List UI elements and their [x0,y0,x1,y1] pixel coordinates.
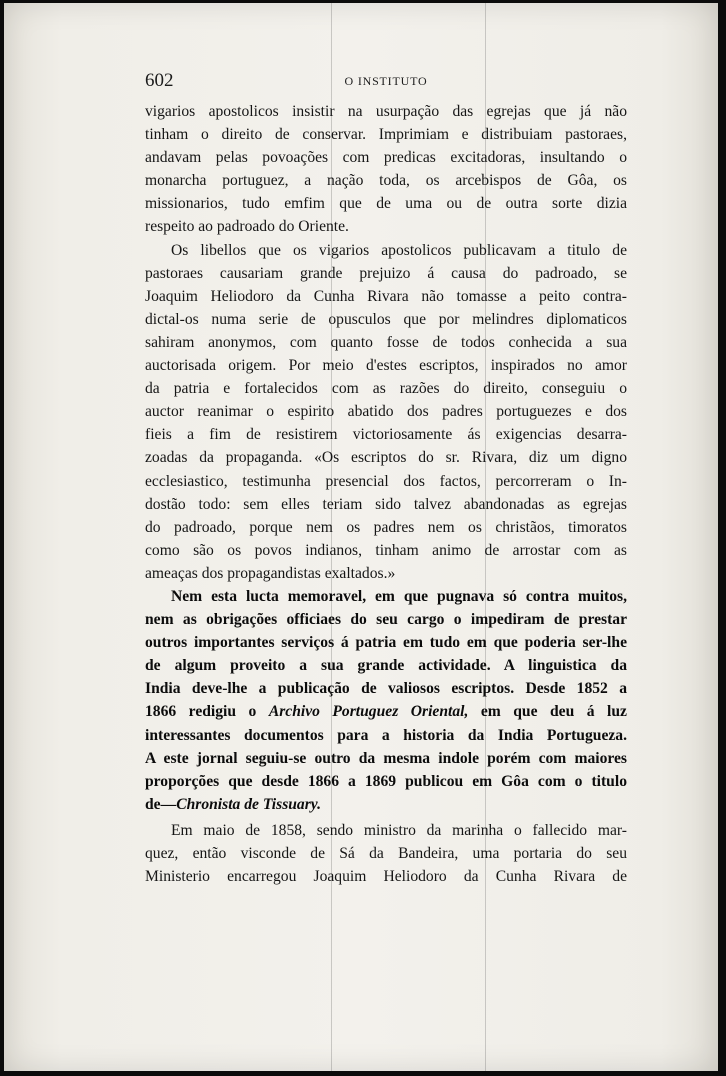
text-segment: em que deu á luz [468,703,627,721]
text-line: India deve-lhe a publicação de valiosos escriptos. Desde 1852 a [145,680,627,698]
text-segment: de— [145,795,177,813]
text-line: Nem esta lucta memoravel, em que pugnava só contra muitos, [171,587,627,605]
text-line: andavam pelas povoações com predicas excitadoras, insultando o [145,149,627,167]
text-line: Em maio de 1858, sendo ministro da marinha o fallecido mar- [171,821,627,839]
page-number: 602 [145,70,174,91]
journal-title: Archivo Portuguez Oriental, [268,703,469,721]
text-line: quez, então visconde de Sá da Bandeira, uma portaria do seu [145,845,627,862]
text-line: como são os povos indianos, tinham animo de arrostar com as [145,541,627,559]
body-text [145,100,627,888]
page-header [145,70,627,94]
text-line: proporções que desde 1866 a 1869 publicou em Gôa com o titulo [145,772,627,790]
text-line: vigarios apostolicos insistir na usurpação das egrejas que já não [145,103,627,120]
text-line: do padroado, porque nem os padres nem os christãos, timoratos [145,518,627,536]
text-line: Joaquim Heliodoro da Cunha Rivara não tomasse a peito contra- [145,287,627,305]
text-line: de algum proveito a sua grande actividade. A linguistica da [145,657,627,675]
text-line: interessantes documentos para a historia da India Portugueza. [145,726,627,744]
text-line: auctor reanimar o espirito abatido dos padres portuguezes e dos [145,403,627,421]
text-line: dictal-os numa serie de opusculos que por melindres diplomaticos [145,310,627,328]
text-line [145,700,627,723]
text-line: da patria e fortalecidos com as razões do direito, conseguiu o [145,380,627,398]
text-line: monarcha portuguez, a nação toda, os arcebispos de Gôa, os [145,172,627,190]
text-line: A este jornal seguiu-se outro da mesma indole porém com maiores [145,749,627,767]
text-line: fieis a fim de resistirem victoriosamente ás exigencias desarra- [145,426,627,444]
text-line: auctorisada origem. Por meio d'estes escriptos, inspirados no amor [145,357,627,375]
text-line: tinham o direito de conservar. Imprimiam e distribuiam pastoraes, [145,126,627,144]
text-line: ecclesiastico, testimunha presencial dos factos, percorreram o In- [145,472,627,490]
text-line: Ministerio encarregou Joaquim Heliodoro da Cunha Rivara de [145,868,627,886]
text-line: nem as obrigações officiaes do seu cargo o impediram de prestar [145,611,627,629]
running-title: O INSTITUTO [344,74,428,88]
text-line: outros importantes serviços á patria em tudo em que poderia ser-lhe [145,634,627,652]
text-line: sahiram anonymos, com quanto fosse de todos conhecida a sua [145,333,627,351]
text-line: dostão todo: sem elles teriam sido talvez abandonadas as egrejas [145,495,627,513]
text-line: respeito ao padroado do Oriente. [145,218,349,236]
text-line: missionarios, tudo emfim que de uma ou de outra sorte dizia [145,195,627,213]
journal-title: Chronista de Tissuary. [176,795,322,813]
text-line: zoadas da propaganda. «Os escriptos do sr. Rivara, diz um digno [145,449,627,467]
text-segment: 1866 redigiu o [145,703,269,721]
text-line [145,793,627,816]
text-line: Os libellos que os vigarios apostolicos publicavam a titulo de [171,241,627,259]
paragraph-bold [145,585,627,816]
text-line: pastoraes causariam grande prejuizo á causa do padroado, se [145,264,627,282]
text-line: ameaças dos propagandistas exaltados.» [145,564,396,582]
